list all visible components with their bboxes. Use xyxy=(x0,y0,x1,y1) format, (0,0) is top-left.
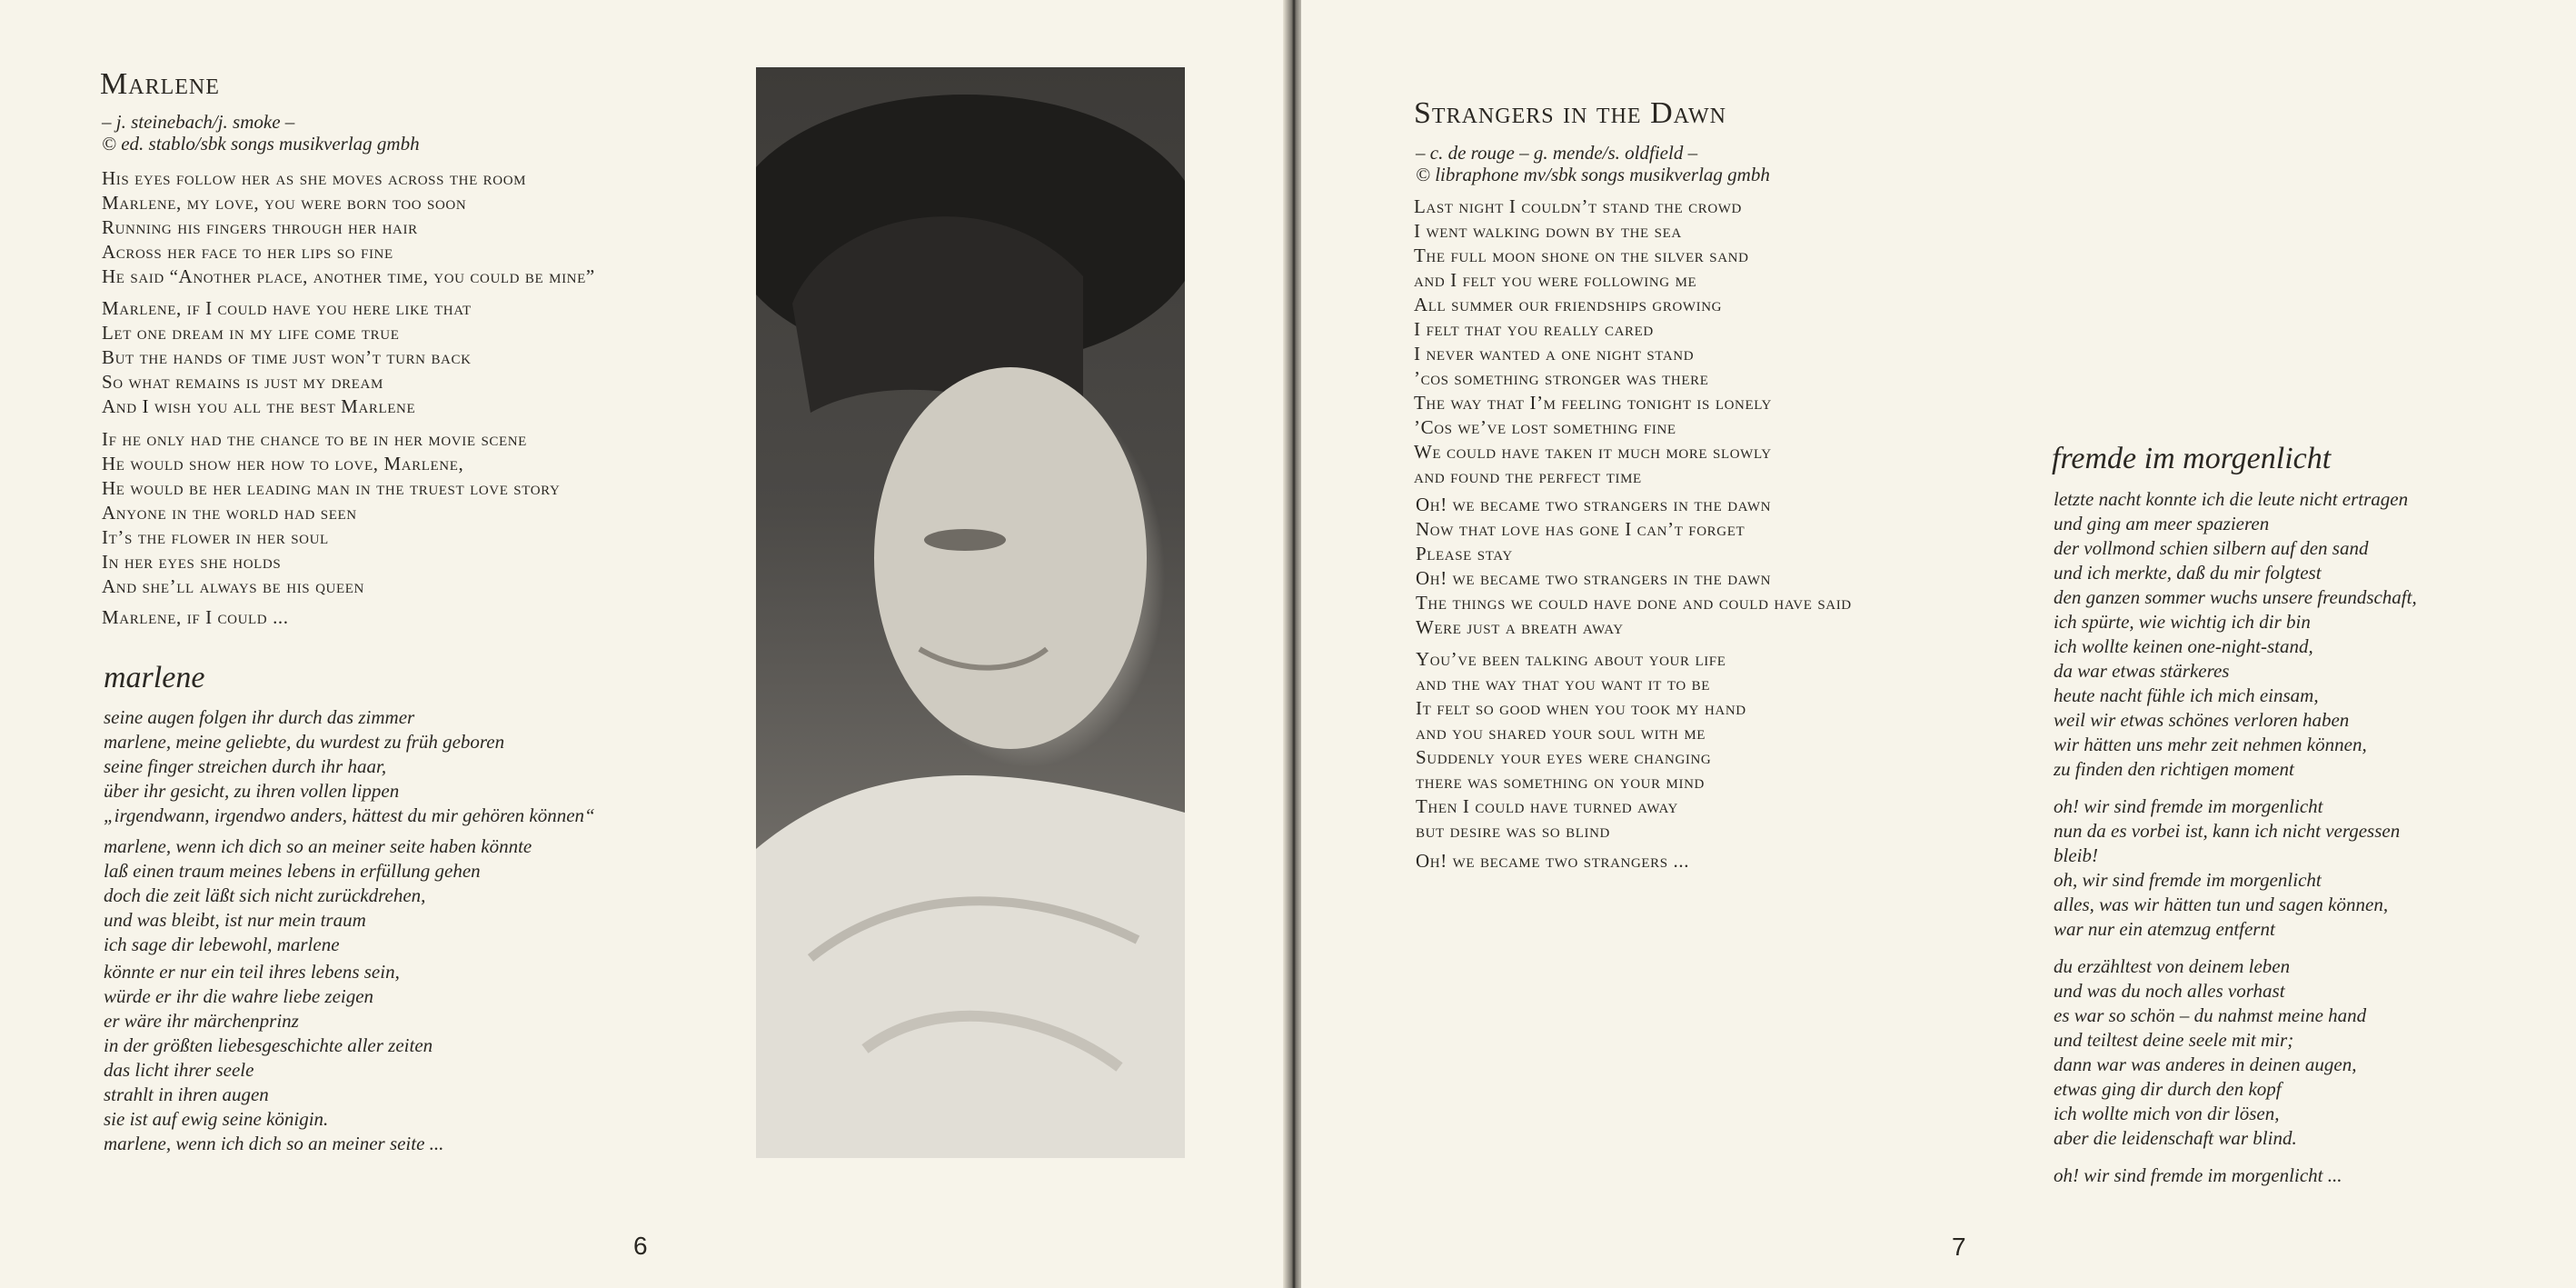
right-page xyxy=(1301,0,2576,1288)
lyric-line: He would be her leading man in the truest love story xyxy=(102,477,561,499)
lyric-line: ich wollte keinen one-night-stand, xyxy=(2054,635,2313,657)
german-lyrics-stanza-2 xyxy=(2054,794,2400,942)
lyric-line: Marlene, if I could have you here like that xyxy=(102,297,472,319)
lyric-line: ich sage dir lebewohl, marlene xyxy=(104,934,340,955)
lyric-line: Now that love has gone I can’t forget xyxy=(1416,518,1746,540)
lyric-line: We could have taken it much more slowly xyxy=(1414,441,1772,463)
german-lyrics-stanza-1 xyxy=(2054,487,2417,782)
lyric-line: oh, wir sind fremde im morgenlicht xyxy=(2054,869,2322,891)
lyric-line: und was du noch alles vorhast xyxy=(2054,980,2285,1002)
lyric-line: und ging am meer spazieren xyxy=(2054,513,2270,534)
lyric-line: The things we could have done and could have said xyxy=(1416,592,1852,614)
lyric-line: war nur ein atemzug entfernt xyxy=(2054,918,2275,940)
lyric-line: I went walking down by the sea xyxy=(1414,220,1682,242)
lyric-line: laß einen traum meines lebens in erfüllung gehen xyxy=(104,860,481,882)
lyric-line: den ganzen sommer wuchs unsere freundschaft, xyxy=(2054,586,2417,608)
lyric-line: It felt so good when you took my hand xyxy=(1416,697,1746,719)
english-lyrics-stanza-1 xyxy=(1414,195,1772,489)
lyric-line: und ich merkte, daß du mir folgtest xyxy=(2054,562,2322,584)
lyric-line: ich spürte, wie wichtig ich dir bin xyxy=(2054,611,2311,633)
lyric-line: alles, was wir hätten tun und sagen können, xyxy=(2054,894,2389,915)
lyric-line: du erzähltest von deinem leben xyxy=(2054,955,2291,977)
lyric-line: and the way that you want it to be xyxy=(1416,673,1711,694)
lyric-line: marlene, wenn ich dich so an meiner seite ... xyxy=(104,1133,444,1154)
page-number: 7 xyxy=(1952,1233,1966,1261)
english-lyrics-stanza-1 xyxy=(102,166,595,289)
lyric-line: seine finger streichen durch ihr haar, xyxy=(104,755,387,777)
lyric-line: nun da es vorbei ist, kann ich nicht vergessen xyxy=(2054,820,2401,842)
lyric-line: And she’ll always be his queen xyxy=(102,575,364,597)
lyric-line: ich wollte mich von dir lösen, xyxy=(2054,1103,2280,1124)
lyric-line: Please stay xyxy=(1416,543,1513,564)
lyric-line: und teiltest deine seele mit mir; xyxy=(2054,1029,2294,1051)
lyric-line: der vollmond schien silbern auf den sand xyxy=(2054,537,2369,559)
lyric-line: weil wir etwas schönes verloren haben xyxy=(2054,709,2350,731)
lyric-line: marlene, wenn ich dich so an meiner seite haben könnte xyxy=(104,835,532,857)
lyric-line: marlene, meine geliebte, du wurdest zu früh geboren xyxy=(104,731,505,753)
songwriter-credit: – c. de rouge – g. mende/s. oldfield – xyxy=(1416,142,1698,164)
english-lyrics-stanza-2 xyxy=(102,296,472,419)
lyric-line: bleib! xyxy=(2054,844,2098,866)
english-lyrics-stanza-2 xyxy=(1416,493,1852,640)
lyric-line: The way that I’m feeling tonight is lonely xyxy=(1414,392,1772,414)
lyric-line: He said “Another place, another time, you could be mine” xyxy=(102,265,595,287)
english-lyrics-stanza-4 xyxy=(102,605,289,630)
publisher-credit: © ed. stablo/sbk songs musikverlag gmbh xyxy=(102,133,420,155)
lyric-line: Last night I couldn’t stand the crowd xyxy=(1414,195,1742,217)
lyric-line: All summer our friendships growing xyxy=(1414,294,1723,315)
lyric-line: So what remains is just my dream xyxy=(102,371,383,393)
lyric-line: Suddenly your eyes were changing xyxy=(1416,746,1712,768)
lyric-line: in der größten liebesgeschichte aller zeiten xyxy=(104,1034,433,1056)
lyric-line: I never wanted a one night stand xyxy=(1414,343,1695,364)
lyric-line: strahlt in ihren augen xyxy=(104,1083,269,1105)
songwriter-credit: – j. steinebach/j. smoke – xyxy=(102,111,295,133)
lyric-line: In her eyes she holds xyxy=(102,551,282,573)
lyric-line: das licht ihrer seele xyxy=(104,1059,254,1081)
lyric-line: Marlene, my love, you were born too soon xyxy=(102,192,467,214)
english-lyrics-stanza-3 xyxy=(102,427,560,599)
lyric-line: und was bleibt, ist nur mein traum xyxy=(104,909,366,931)
lyric-line: seine augen folgen ihr durch das zimmer xyxy=(104,706,415,728)
lyric-line: And I wish you all the best Marlene xyxy=(102,395,416,417)
lyric-line: über ihr gesicht, zu ihren vollen lippen xyxy=(104,780,400,802)
german-lyrics-stanza-1 xyxy=(104,705,595,828)
lyric-line: If he only had the chance to be in her movie scene xyxy=(102,428,527,450)
lyric-line: You’ve been talking about your life xyxy=(1416,648,1726,670)
portrait-illustration xyxy=(756,67,1185,1158)
lyric-line: Oh! we became two strangers ... xyxy=(1416,850,1690,872)
lyric-line: heute nacht fühle ich mich einsam, xyxy=(2054,684,2319,706)
lyric-line: es war so schön – du nahmst meine hand xyxy=(2054,1004,2367,1026)
english-lyrics-stanza-4 xyxy=(1416,849,1689,874)
german-lyrics-stanza-2 xyxy=(104,834,532,957)
lyric-line: „irgendwann, irgendwo anders, hättest du mir gehören können“ xyxy=(104,804,595,826)
lyric-line: ’cos something stronger was there xyxy=(1414,367,1709,389)
portrait-photo xyxy=(756,67,1185,1158)
lyric-line: Across her face to her lips so fine xyxy=(102,241,393,263)
lyric-line: dann war was anderes in deinen augen, xyxy=(2054,1053,2357,1075)
lyric-line: but desire was so blind xyxy=(1416,820,1610,842)
lyric-line: and I felt you were following me xyxy=(1414,269,1697,291)
song-title-marlene: Marlene xyxy=(100,67,220,101)
song-title-strangers-in-the-dawn: Strangers in the Dawn xyxy=(1414,96,1727,130)
lyric-line: Anyone in the world had seen xyxy=(102,502,357,524)
lyric-line: Then I could have turned away xyxy=(1416,795,1678,817)
german-song-title: marlene xyxy=(104,661,205,694)
lyric-line: His eyes follow her as she moves across the room xyxy=(102,167,527,189)
lyric-line: ’Cos we’ve lost something fine xyxy=(1414,416,1676,438)
lyric-line: doch die zeit läßt sich nicht zurückdrehen, xyxy=(104,884,426,906)
lyric-line: I felt that you really cared xyxy=(1414,318,1654,340)
lyric-line: wir hätten uns mehr zeit nehmen können, xyxy=(2054,734,2367,755)
lyric-line: He would show her how to love, Marlene, xyxy=(102,453,464,474)
lyric-line: er wäre ihr märchenprinz xyxy=(104,1010,299,1032)
lyric-line: Were just a breath away xyxy=(1416,616,1624,638)
page-number: 6 xyxy=(633,1232,648,1260)
lyric-line: könnte er nur ein teil ihres lebens sein, xyxy=(104,961,400,983)
lyric-line: etwas ging dir durch den kopf xyxy=(2054,1078,2282,1100)
german-lyrics-stanza-3 xyxy=(104,960,443,1156)
lyric-line: Let one dream in my life come true xyxy=(102,322,400,344)
lyric-line: But the hands of time just won’t turn back xyxy=(102,346,472,368)
lyric-line: Oh! we became two strangers in the dawn xyxy=(1416,567,1772,589)
lyric-line: and found the perfect time xyxy=(1414,465,1642,487)
lyric-line: zu finden den richtigen moment xyxy=(2054,758,2294,780)
lyric-line: würde er ihr die wahre liebe zeigen xyxy=(104,985,374,1007)
english-lyrics-stanza-3 xyxy=(1416,647,1746,844)
lyric-line: aber die leidenschaft war blind. xyxy=(2054,1127,2297,1149)
lyric-line: Marlene, if I could ... xyxy=(102,606,289,628)
lyric-line: Running his fingers through her hair xyxy=(102,216,418,238)
lyric-line: Oh! we became two strangers in the dawn xyxy=(1416,494,1772,515)
lyric-line: It’s the flower in her soul xyxy=(102,526,329,548)
lyric-line: oh! wir sind fremde im morgenlicht ... xyxy=(2054,1164,2342,1186)
publisher-credit: © libraphone mv/sbk songs musikverlag gmbh xyxy=(1416,164,1770,185)
german-lyrics-stanza-3 xyxy=(2054,954,2366,1151)
lyric-line: sie ist auf ewig seine königin. xyxy=(104,1108,329,1130)
lyric-line: there was something on your mind xyxy=(1416,771,1705,793)
german-lyrics-stanza-4 xyxy=(2054,1163,2342,1188)
lyric-line: letzte nacht konnte ich die leute nicht ertragen xyxy=(2054,488,2409,510)
lyric-line: oh! wir sind fremde im morgenlicht xyxy=(2054,795,2323,817)
lyric-line: The full moon shone on the silver sand xyxy=(1414,245,1749,266)
lyric-line: da war etwas stärkeres xyxy=(2054,660,2230,682)
lyric-line: and you shared your soul with me xyxy=(1416,722,1706,744)
german-song-title: fremde im morgenlicht xyxy=(2052,442,2332,475)
